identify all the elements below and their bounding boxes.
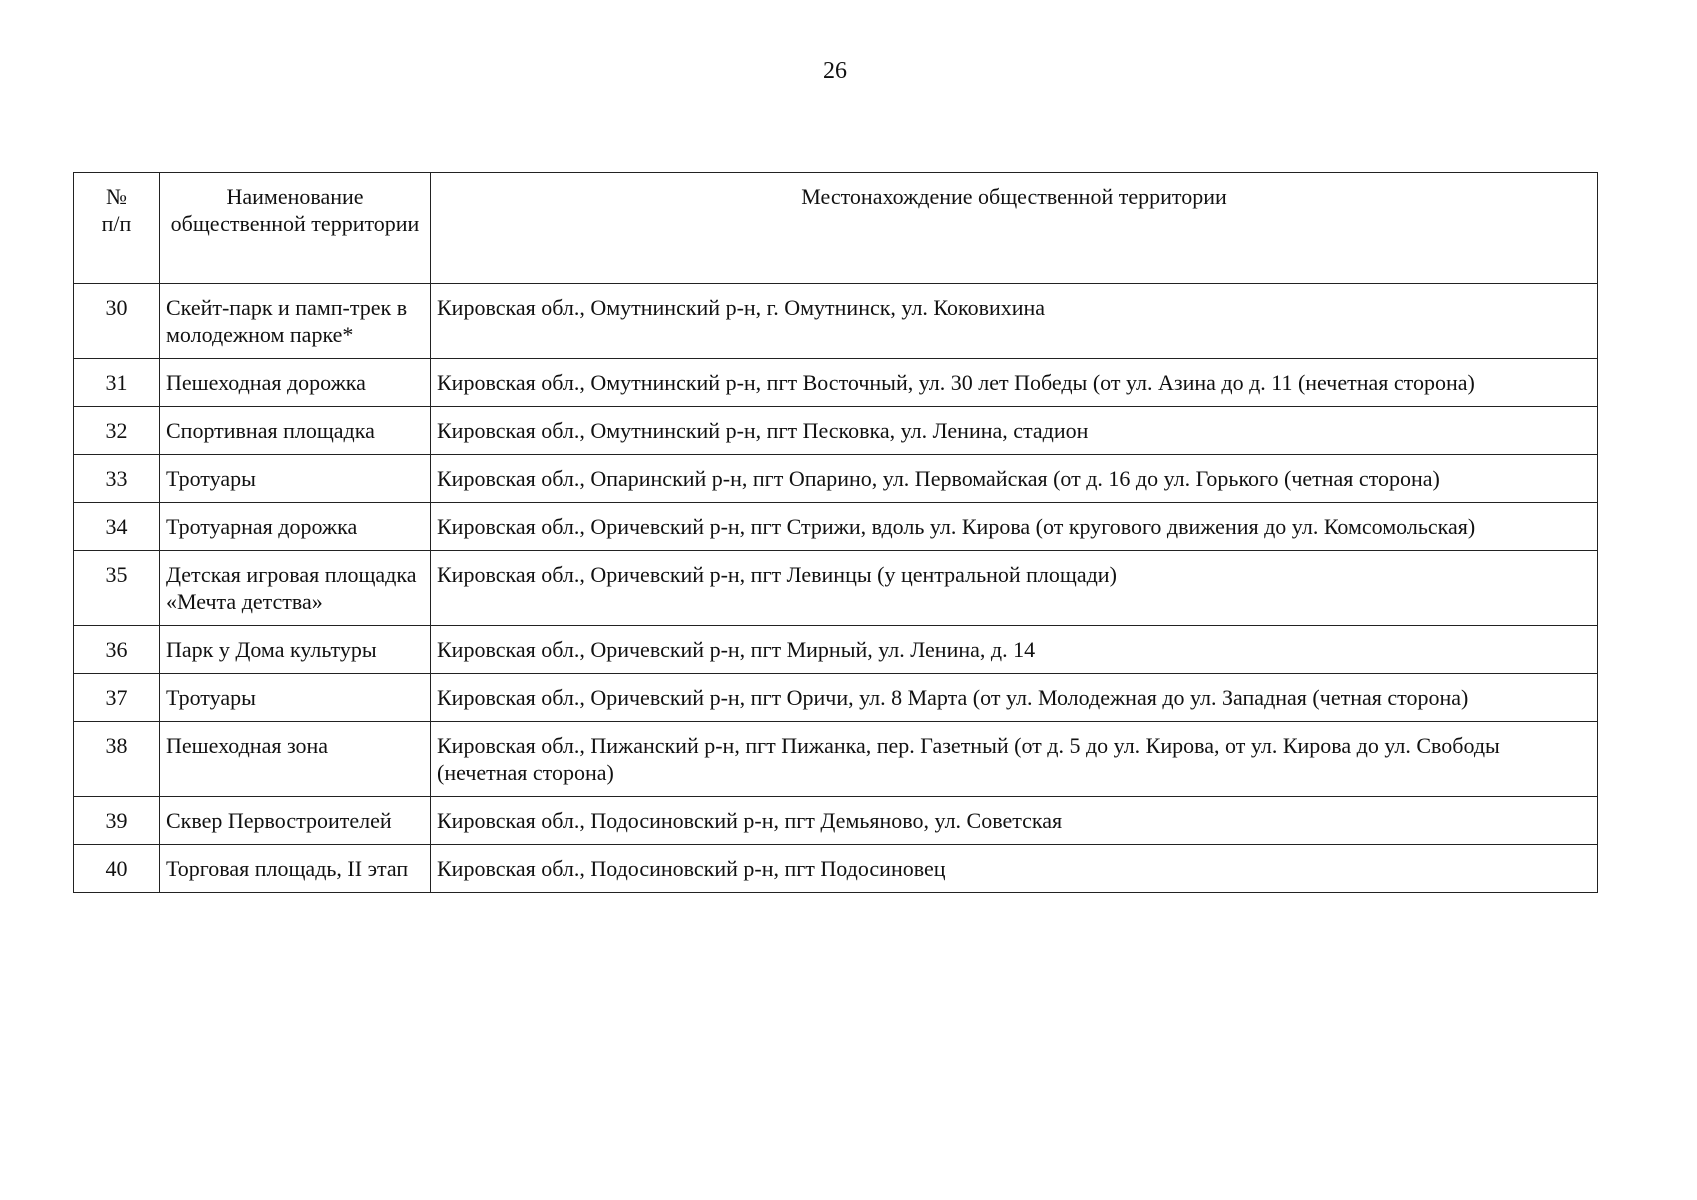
header-location [431,173,1598,284]
table-row [74,455,1598,503]
row-number: 39 [74,797,160,845]
table-row [74,407,1598,455]
row-location: Кировская обл., Опаринский р-н, пгт Опарино, ул. Первомайская (от д. 16 до ул. Горького (четная сторона) [431,455,1598,503]
table-row [74,845,1598,893]
row-name: Тротуарная дорожка [160,503,431,551]
header-number [74,173,160,284]
territories-table [73,172,1598,893]
row-number: 32 [74,407,160,455]
header-number-label: № п/п [101,184,132,236]
row-location: Кировская обл., Омутнинский р-н, г. Омутнинск, ул. Коковихина [431,284,1598,359]
row-name: Тротуары [160,455,431,503]
row-location: Кировская обл., Омутнинский р-н, пгт Восточный, ул. 30 лет Победы (от ул. Азина до д. 11 (нечетная сторона) [431,359,1598,407]
row-location: Кировская обл., Подосиновский р-н, пгт Демьяново, ул. Советская [431,797,1598,845]
table-row [74,626,1598,674]
table-row [74,674,1598,722]
header-name-label: Наименование общественной территории [170,184,420,236]
table-row [74,722,1598,797]
row-location: Кировская обл., Оричевский р-н, пгт Левинцы (у центральной площади) [431,551,1598,626]
row-name: Парк у Дома культуры [160,626,431,674]
row-name: Сквер Первостроителей [160,797,431,845]
row-name: Пешеходная дорожка [160,359,431,407]
row-location: Кировская обл., Оричевский р-н, пгт Оричи, ул. 8 Марта (от ул. Молодежная до ул. Западная (четная сторона) [431,674,1598,722]
row-name: Скейт-парк и памп-трек в молодежном парке* [160,284,431,359]
row-number: 34 [74,503,160,551]
table-header-row [74,173,1598,284]
row-location: Кировская обл., Пижанский р-н, пгт Пижанка, пер. Газетный (от д. 5 до ул. Кирова, от ул. Кирова до ул. Свободы (нечетная сторона) [431,722,1598,797]
row-location: Кировская обл., Оричевский р-н, пгт Стрижи, вдоль ул. Кирова (от кругового движения до ул. Комсомольская) [431,503,1598,551]
table-row [74,284,1598,359]
row-name: Детская игровая площадка «Мечта детства» [160,551,431,626]
row-number: 31 [74,359,160,407]
row-location: Кировская обл., Омутнинский р-н, пгт Песковка, ул. Ленина, стадион [431,407,1598,455]
table-row [74,359,1598,407]
row-number: 35 [74,551,160,626]
row-location: Кировская обл., Оричевский р-н, пгт Мирный, ул. Ленина, д. 14 [431,626,1598,674]
row-number: 30 [74,284,160,359]
row-number: 36 [74,626,160,674]
row-name: Торговая площадь, II этап [160,845,431,893]
table-row [74,797,1598,845]
row-location: Кировская обл., Подосиновский р-н, пгт Подосиновец [431,845,1598,893]
row-number: 38 [74,722,160,797]
row-number: 33 [74,455,160,503]
table-row [74,551,1598,626]
page-number: 26 [823,58,847,84]
header-name [160,173,431,284]
table-row [74,503,1598,551]
row-number: 37 [74,674,160,722]
row-name: Пешеходная зона [160,722,431,797]
row-number: 40 [74,845,160,893]
header-location-label: Местонахождение общественной территории [801,184,1227,209]
row-name: Спортивная площадка [160,407,431,455]
row-name: Тротуары [160,674,431,722]
